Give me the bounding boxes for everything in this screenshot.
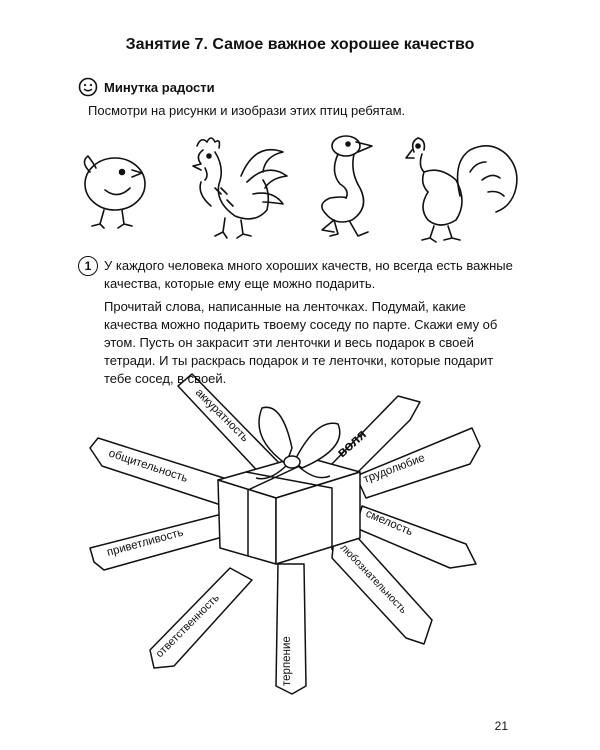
section-instruction: Посмотри на рисунки и изобрази этих птиц ребятам. xyxy=(88,103,406,118)
turkey-icon xyxy=(406,138,517,242)
goose-icon xyxy=(322,136,372,236)
birds-illustration xyxy=(70,132,530,244)
ribbon-label-akkuratnost: аккуратность xyxy=(192,386,251,445)
page-title: Занятие 7. Самое важное хорошее качество xyxy=(125,36,475,53)
gift-illustration xyxy=(80,368,530,698)
page-number: 21 xyxy=(494,719,508,733)
ribbon-label-otvetstvennost: ответственность xyxy=(153,592,222,661)
section-title: Минутка радости xyxy=(104,79,215,95)
task-number: 1 xyxy=(78,256,98,276)
ribbon-label-terpenie: терпение xyxy=(281,636,293,686)
section-header xyxy=(78,77,215,97)
gift-box xyxy=(218,456,360,564)
rooster-icon xyxy=(193,138,287,238)
ribbon-label-privetlivost: приветливость xyxy=(105,526,185,559)
bow-right-loop xyxy=(294,423,340,468)
smiley-icon xyxy=(78,77,98,97)
ribbon-label-volya: воля xyxy=(333,425,370,461)
task-paragraph-1: У каждого человека много хороших качеств, но всегда есть важные качества, которые ему еще можно подарить. xyxy=(104,258,513,291)
bow-left-loop xyxy=(259,407,292,464)
ribbon-label-trudolyubie: трудолюбие xyxy=(361,452,427,486)
ribbon-label-lyuboznatelnost: любознательность xyxy=(337,541,410,617)
ribbon-label-smelost: смелость xyxy=(363,507,415,539)
chick-icon xyxy=(84,156,145,228)
bow-knot xyxy=(284,456,300,468)
task-paragraph-2: Прочитай слова, написанные на ленточках. Подумай, какие качества можно подарить твоему соседу по парте. Скажи ему об этом. Пусть он закрасит эти ленточки и весь подарок в своей тетради. И ты раскрась подарок и те ленточки, которые подарит тебе сосед, в своей. xyxy=(104,299,498,386)
ribbon-label-obshitelnost: общительность xyxy=(107,447,190,485)
